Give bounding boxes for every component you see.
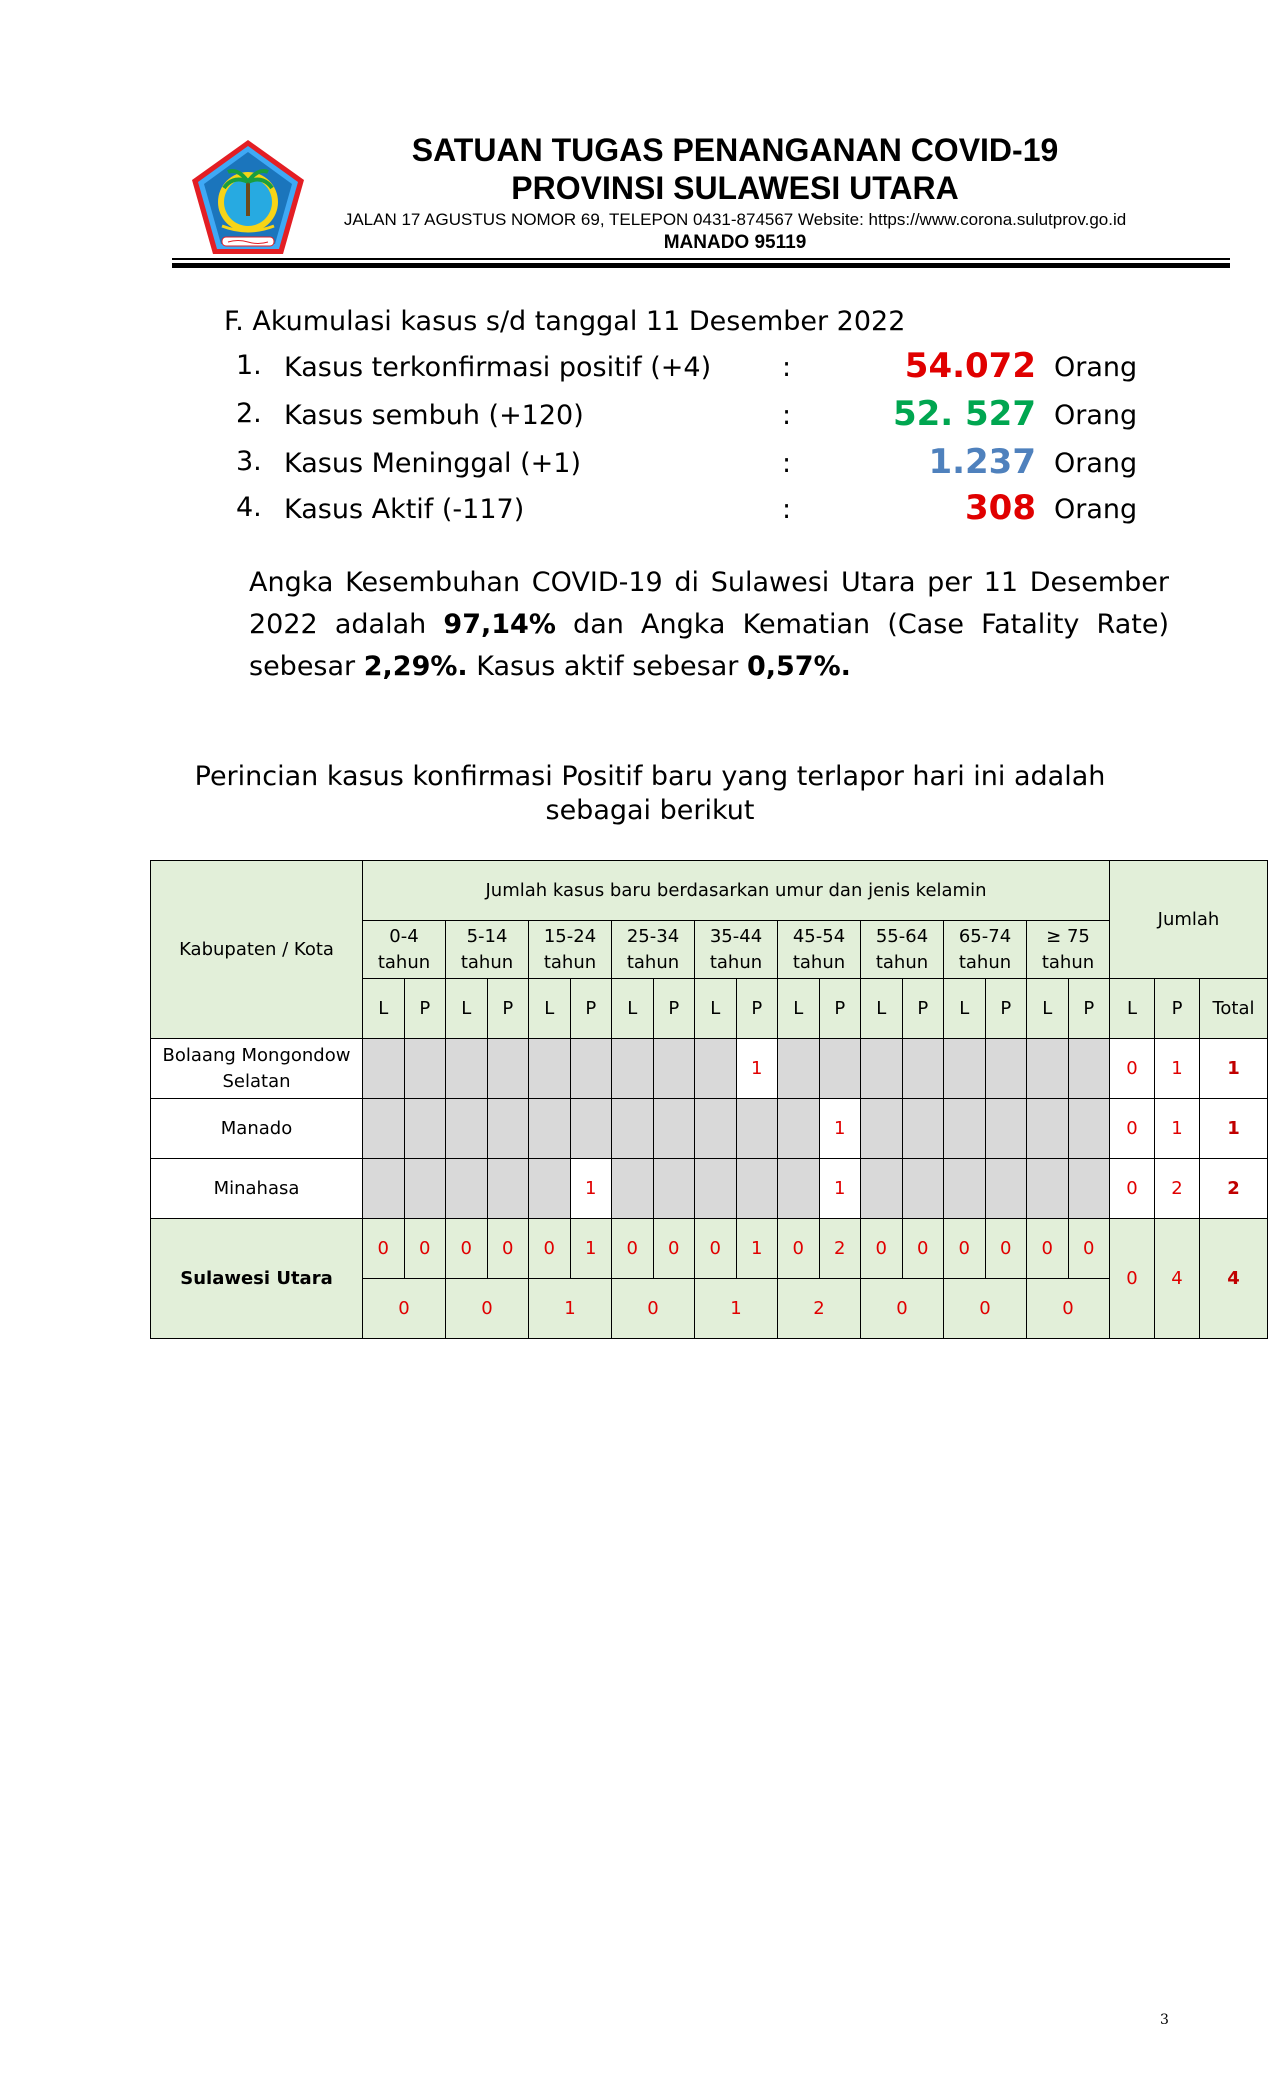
header-sex-male: L — [529, 979, 571, 1039]
summary-age-total: 0 — [944, 1279, 1027, 1339]
summary-case-cell: 0 — [695, 1219, 737, 1279]
summary-age-total: 0 — [1027, 1279, 1110, 1339]
table-caption-line: Perincian kasus konfirmasi Positif baru yang terlapor hari ini adalah — [194, 761, 1106, 792]
case-cell — [446, 1039, 488, 1099]
summary-total-female: 4 — [1155, 1219, 1200, 1339]
header-total-female: P — [1155, 979, 1200, 1039]
item-unit: Orang — [1054, 448, 1138, 479]
case-cell — [612, 1039, 654, 1099]
summary-age-total: 0 — [861, 1279, 944, 1339]
header-sex-male: L — [446, 979, 488, 1039]
header-sex-female: P — [985, 979, 1027, 1039]
case-cell — [985, 1099, 1027, 1159]
header-sex-female: P — [819, 979, 861, 1039]
case-cell — [570, 1039, 612, 1099]
header-region: Kabupaten / Kota — [151, 861, 363, 1039]
item-colon: : — [782, 400, 792, 431]
case-cell — [695, 1039, 737, 1099]
case-cell — [985, 1039, 1027, 1099]
item-label: Kasus Aktif (-117) — [284, 494, 525, 525]
case-cell — [363, 1039, 405, 1099]
case-cell — [653, 1039, 695, 1099]
summary-paragraph — [249, 562, 1169, 688]
case-cell — [446, 1099, 488, 1159]
header-sex-female: P — [404, 979, 446, 1039]
active-rate: 0,57%. — [746, 651, 851, 682]
header-sex-male: L — [612, 979, 654, 1039]
total-female: 1 — [1155, 1039, 1200, 1099]
item-colon: : — [782, 352, 792, 383]
header-total-group: Jumlah — [1110, 861, 1268, 979]
header-total-male: L — [1110, 979, 1155, 1039]
item-value: 308 — [965, 488, 1036, 528]
total-all: 1 — [1200, 1039, 1268, 1099]
case-cell — [944, 1099, 986, 1159]
case-cell — [363, 1159, 405, 1219]
summary-age-total: 1 — [695, 1279, 778, 1339]
table-row — [151, 1039, 1268, 1099]
summary-case-cell: 0 — [778, 1219, 820, 1279]
header-age-group: 55-64 tahun — [861, 921, 944, 979]
case-cell — [861, 1039, 903, 1099]
header-sex-male: L — [861, 979, 903, 1039]
item-unit: Orang — [1054, 494, 1138, 525]
summary-age-total: 0 — [612, 1279, 695, 1339]
case-cell — [736, 1099, 778, 1159]
table-caption — [150, 760, 1150, 828]
case-breakdown-table — [150, 860, 1268, 1339]
item-number: 1. — [236, 350, 262, 381]
summary-case-cell: 0 — [1027, 1219, 1069, 1279]
case-cell — [529, 1159, 571, 1219]
summary-case-cell: 0 — [902, 1219, 944, 1279]
case-cell — [985, 1159, 1027, 1219]
region-name: Bolaang Mongondow Selatan — [151, 1039, 363, 1099]
item-value: 1.237 — [928, 442, 1036, 482]
item-unit: Orang — [1054, 352, 1138, 383]
case-cell: 1 — [736, 1039, 778, 1099]
table-row — [151, 1099, 1268, 1159]
total-male: 0 — [1110, 1039, 1155, 1099]
summary-case-cell: 0 — [861, 1219, 903, 1279]
region-name: Manado — [151, 1099, 363, 1159]
summary-age-total: 1 — [529, 1279, 612, 1339]
section-title: F. Akumulasi kasus s/d tanggal 11 Desember 2022 — [224, 306, 906, 337]
org-city: MANADO 95119 — [663, 232, 807, 253]
page-number: 3 — [1160, 2012, 1169, 2028]
recovery-rate: 97,14% — [443, 609, 556, 640]
summary-case-cell: 0 — [985, 1219, 1027, 1279]
item-label: Kasus terkonfirmasi positif (+4) — [284, 352, 712, 383]
header-divider-thin — [172, 258, 1230, 260]
header-age-group: 25-34 tahun — [612, 921, 695, 979]
header-sex-female: P — [570, 979, 612, 1039]
case-cell — [1027, 1099, 1069, 1159]
region-name: Minahasa — [151, 1159, 363, 1219]
province-emblem-logo — [186, 136, 310, 260]
header-sex-male: L — [363, 979, 405, 1039]
summary-total-male: 0 — [1110, 1219, 1155, 1339]
summary-case-cell: 0 — [529, 1219, 571, 1279]
header-sex-male: L — [778, 979, 820, 1039]
case-cell — [778, 1159, 820, 1219]
case-cell — [1027, 1039, 1069, 1099]
total-female: 1 — [1155, 1099, 1200, 1159]
total-male: 0 — [1110, 1099, 1155, 1159]
case-cell — [902, 1159, 944, 1219]
total-female: 2 — [1155, 1159, 1200, 1219]
case-cell — [404, 1099, 446, 1159]
summary-case-cell: 0 — [612, 1219, 654, 1279]
item-number: 2. — [236, 398, 262, 429]
case-cell — [944, 1159, 986, 1219]
summary-case-cell: 0 — [1068, 1219, 1110, 1279]
summary-age-total: 2 — [778, 1279, 861, 1339]
header-sex-female: P — [736, 979, 778, 1039]
summary-case-cell: 0 — [653, 1219, 695, 1279]
case-cell — [902, 1039, 944, 1099]
header-sex-male: L — [695, 979, 737, 1039]
case-cell — [529, 1099, 571, 1159]
paragraph-text: dan Angka Kematian (Case Fatality Rate) sebesar — [249, 609, 1169, 682]
paragraph-text: Kasus aktif sebesar — [467, 651, 747, 682]
case-cell — [363, 1099, 405, 1159]
summary-case-cell: 1 — [570, 1219, 612, 1279]
province-title: PROVINSI SULAWESI UTARA — [511, 170, 959, 206]
total-all: 1 — [1200, 1099, 1268, 1159]
case-cell — [446, 1159, 488, 1219]
summary-case-cell: 0 — [446, 1219, 488, 1279]
case-cell — [695, 1159, 737, 1219]
case-cell — [612, 1159, 654, 1219]
header-age-group: 35-44 tahun — [695, 921, 778, 979]
case-cell — [487, 1039, 529, 1099]
case-cell — [612, 1099, 654, 1159]
case-cell: 1 — [819, 1159, 861, 1219]
header-sex-male: L — [944, 979, 986, 1039]
case-cell — [695, 1099, 737, 1159]
header-sex-female: P — [653, 979, 695, 1039]
case-cell: 1 — [570, 1159, 612, 1219]
case-cell — [1068, 1099, 1110, 1159]
case-cell — [653, 1159, 695, 1219]
summary-age-total: 0 — [446, 1279, 529, 1339]
case-cell — [404, 1159, 446, 1219]
paragraph-text: Angka Kesembuhan COVID-19 di Sulawesi Utara per 11 Desember 2022 adalah — [249, 567, 1169, 640]
case-cell — [778, 1099, 820, 1159]
total-all: 2 — [1200, 1159, 1268, 1219]
summary-total-all: 4 — [1200, 1219, 1268, 1339]
case-cell — [819, 1039, 861, 1099]
table-row — [151, 1159, 1268, 1219]
summary-case-cell: 0 — [363, 1219, 405, 1279]
item-number: 3. — [236, 446, 262, 477]
case-cell — [902, 1099, 944, 1159]
case-cell — [861, 1099, 903, 1159]
item-number: 4. — [236, 492, 262, 523]
header-age-group: 45-54 tahun — [778, 921, 861, 979]
item-label: Kasus Meninggal (+1) — [284, 448, 582, 479]
case-cell — [570, 1099, 612, 1159]
case-cell — [404, 1039, 446, 1099]
case-cell — [487, 1099, 529, 1159]
case-cell — [944, 1039, 986, 1099]
summary-case-cell: 0 — [944, 1219, 986, 1279]
header-sex-female: P — [487, 979, 529, 1039]
summary-case-cell: 0 — [487, 1219, 529, 1279]
header-sex-female: P — [902, 979, 944, 1039]
case-fatality-rate: 2,29%. — [363, 651, 468, 682]
item-colon: : — [782, 448, 792, 479]
summary-age-total: 0 — [363, 1279, 446, 1339]
summary-case-cell: 0 — [404, 1219, 446, 1279]
table-caption-line: sebagai berikut — [545, 795, 755, 826]
case-cell: 1 — [819, 1099, 861, 1159]
stat-item-active — [236, 488, 1138, 532]
org-title: SATUAN TUGAS PENANGANAN COVID-19 — [411, 132, 1059, 168]
case-cell — [861, 1159, 903, 1219]
header-age-group: 15-24 tahun — [529, 921, 612, 979]
case-cell — [1027, 1159, 1069, 1219]
header-age-group: 0-4 tahun — [363, 921, 446, 979]
header-age-group: 65-74 tahun — [944, 921, 1027, 979]
case-cell — [1068, 1039, 1110, 1099]
item-unit: Orang — [1054, 400, 1138, 431]
header-total: Total — [1200, 979, 1268, 1039]
header-sex-female: P — [1068, 979, 1110, 1039]
header-age-group: 5-14 tahun — [446, 921, 529, 979]
summary-case-cell: 1 — [736, 1219, 778, 1279]
header-sex-male: L — [1027, 979, 1069, 1039]
stat-item-recovered — [236, 394, 1138, 438]
item-label: Kasus sembuh (+120) — [284, 400, 584, 431]
org-address: JALAN 17 AGUSTUS NOMOR 69, TELEPON 0431-874567 Website: https://www.corona.sulutprov.go.id — [343, 210, 1127, 229]
stat-item-deaths — [236, 442, 1138, 486]
summary-case-cell: 2 — [819, 1219, 861, 1279]
item-colon: : — [782, 494, 792, 525]
header-divider-thick — [172, 263, 1230, 268]
case-cell — [1068, 1159, 1110, 1219]
summary-region: Sulawesi Utara — [151, 1219, 363, 1339]
header-age-group: ≥ 75 tahun — [1027, 921, 1110, 979]
total-male: 0 — [1110, 1159, 1155, 1219]
case-cell — [736, 1159, 778, 1219]
case-cell — [653, 1099, 695, 1159]
item-value: 54.072 — [904, 346, 1036, 386]
item-value: 52. 527 — [892, 394, 1036, 434]
case-cell — [778, 1039, 820, 1099]
stat-item-confirmed — [236, 346, 1138, 390]
header-age-gender-group: Jumlah kasus baru berdasarkan umur dan jenis kelamin — [363, 861, 1110, 921]
case-cell — [487, 1159, 529, 1219]
case-cell — [529, 1039, 571, 1099]
